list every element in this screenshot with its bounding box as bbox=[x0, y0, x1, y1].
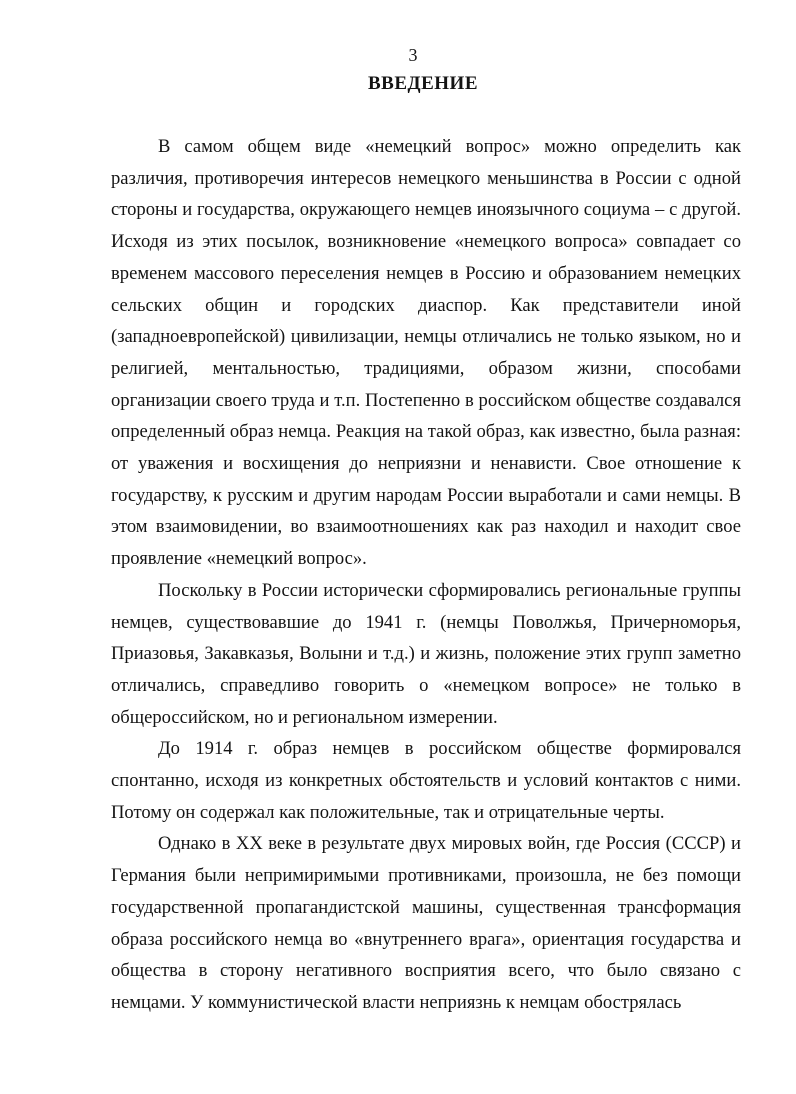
paragraph-2: Поскольку в России исторически сформировались региональные группы немцев, существовавшие до 1941 г. (немцы Поволжья, Причерноморья, Приазовья, Закавказья, Волыни и т.д.) и жизнь, положение этих групп заметно отличались, справедливо говорить о «немецком вопросе» не только в общероссийском, но и региональном измерении. bbox=[111, 579, 741, 728]
paragraph-3: До 1914 г. образ немцев в российском обществе формировался спонтанно, исходя из конкретных обстоятельств и условий контактов с ними. Потому он содержал как положительные, так и отрицательные черты. bbox=[111, 738, 741, 823]
page-number: 3 bbox=[408, 45, 418, 65]
paragraph-1: В самом общем виде «немецкий вопрос» можно определить как различия, противоречия интересов немецкого меньшинства в России с одной стороны и государства, окружающего немцев иноязычного социума – с другой. Исходя из этих посылок, возникновение «немецкого вопроса» совпадает со временем массового переселения немцев в Россию и образованием немецких сельских общин и городских диаспор. Как представители иной (западноевропейской) цивилизации, немцы отличались не только языком, но и религией, ментальностью, традициями, образом жизни, способами организации своего труда и т.п. Постепенно в российском обществе создавался определенный образ немца. Реакция на такой образ, как известно, была разная: от уважения и восхищения до неприязни и ненависти. Свое отношение к государству, к русским и другим народам России выработали и сами немцы. В этом взаимовидении, во взаимоотношениях как раз находил и находит свое проявление «немецкий вопрос». bbox=[111, 136, 741, 570]
page-title: ВВЕДЕНИЕ bbox=[368, 73, 478, 94]
body-text bbox=[111, 131, 741, 1019]
paragraph-4: Однако в XX веке в результате двух мировых войн, где Россия (СССР) и Германия были непримиримыми противниками, произошла, не без помощи государственной пропагандистской машины, существенная трансформация образа российского немца во «внутреннего врага», ориентация государства и общества в сторону негативного восприятия всего, что было связано с немцами. У коммунистической власти неприязнь к немцам обострялась bbox=[111, 833, 741, 1013]
